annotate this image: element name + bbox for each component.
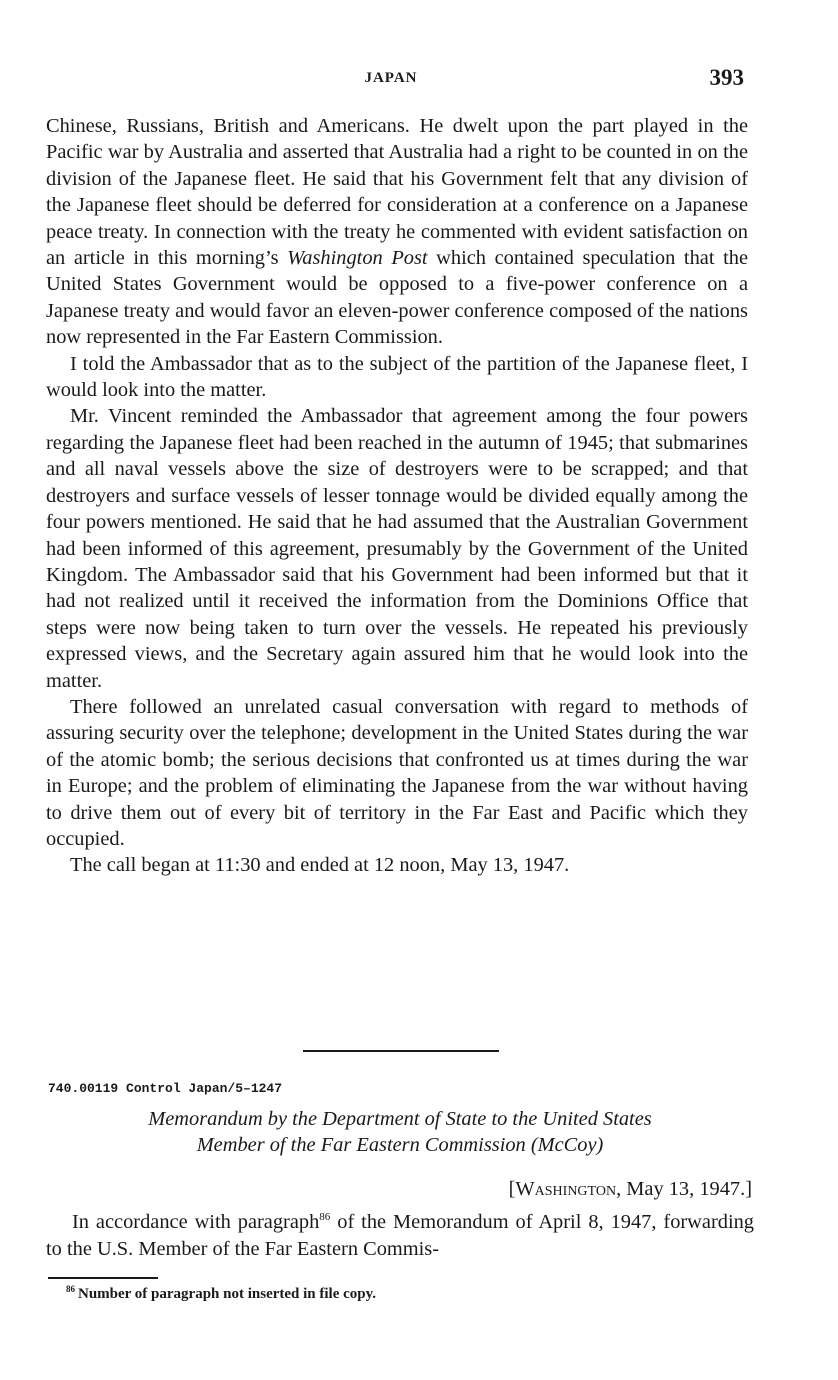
memo-title-line-2: Member of the Far Eastern Commission (McCoy) (196, 1134, 604, 1156)
memo-body-continuation: of the Memorandum of April 8, 1947, forwarding to the U.S. Member of the Far Eastern Commis- (46, 1211, 754, 1260)
memo-body (46, 1209, 754, 1263)
body-text (46, 113, 748, 879)
memo-title (46, 1106, 754, 1158)
paragraph-2: I told the Ambassador that as to the subject of the partition of the Japanese fleet, I would look into the matter. (46, 352, 748, 402)
paragraph-1 (46, 113, 748, 351)
dateline-date: , May 13, 1947.] (616, 1178, 752, 1200)
paragraph-1-text: Chinese, Russians, British and Americans. He dwelt upon the part played in the Pacific war by Australia and asserted that Australia had a right to be counted in on the division of the Japanese fleet. He said that his Government felt that any division of the Japanese fleet should be deferred for consideration at a conference on a Japanese peace treaty. In connection with the treaty he commented with evident satisfaction on an article in this morning’s (46, 115, 748, 270)
paragraph-3: Mr. Vincent reminded the Ambassador that agreement among the four powers regarding the Japanese fleet had been reached in the autumn of 1945; that submarines and all naval vessels above the size of destroyers were to be scrapped; and that destroyers and surface vessels of lesser tonnage would be divided equally among the four powers mentioned. He said that he had assumed that the Australian Government had been informed of this agreement, presumably by the Government of the United Kingdom. The Ambassador said that his Government had been informed but that it had not realized until it received the information from the Dominions Office that steps were now being taken to turn over the vessels. He repeated his previously expressed views, and the Secretary again assured him that he would look into the matter. (46, 405, 748, 692)
dateline-place: Washington (515, 1178, 617, 1200)
file-number: 740.00119 Control Japan/5–1247 (48, 1081, 283, 1096)
newspaper-title: Washington Post (287, 247, 428, 270)
footnote (66, 1286, 376, 1303)
section-divider (303, 1050, 499, 1052)
paragraph-1-tail: which contained speculation that the United States Government would be opposed to a five-power conference on a Japanese treaty and would favor an eleven-power conference composed of the nations now represented in the Far Eastern Commission. (46, 247, 748, 349)
memo-title-line-1: Memorandum by the Department of State to the United States (148, 1108, 652, 1130)
footnote-text: Number of paragraph not inserted in file copy. (78, 1286, 377, 1302)
footnote-reference[interactable]: 86 (319, 1211, 331, 1224)
paragraph-4: There followed an unrelated casual conversation with regard to methods of assuring security over the telephone; development in the United States during the war of the atomic bomb; the serious decisions that confronted us at times during the war in Europe; and the problem of eliminating the Japanese from the war without having to drive them out of every bit of territory in the Far East and Pacific which they occupied. (46, 695, 748, 850)
paragraph-5: The call began at 11:30 and ended at 12 noon, May 13, 1947. (70, 854, 570, 877)
memo-dateline (509, 1178, 752, 1201)
footnote-mark: 86 (66, 1284, 75, 1294)
memo-body-text: In accordance with paragraph (72, 1211, 320, 1233)
running-header (0, 65, 838, 94)
footnote-rule (48, 1277, 158, 1279)
dateline-bracket: [ (508, 1178, 516, 1200)
running-title: JAPAN (364, 70, 418, 86)
page-number: 393 (709, 65, 744, 90)
